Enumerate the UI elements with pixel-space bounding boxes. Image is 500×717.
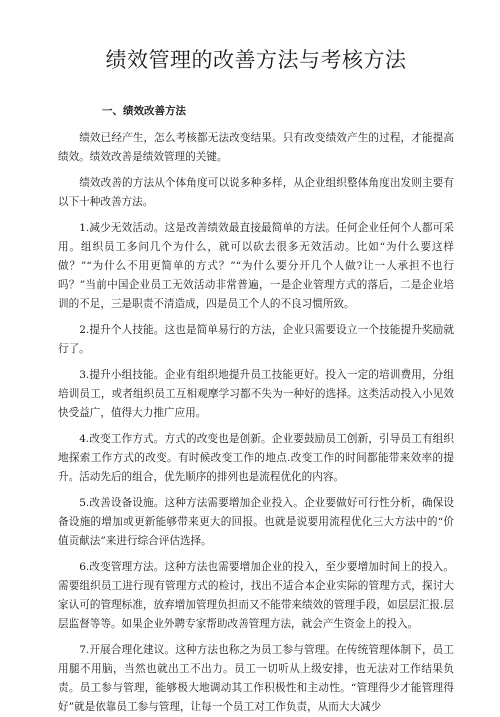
paragraph-method-1: 1.减少无效活动。这是改善绩效最直接最简单的方法。任何企业任何个人都可采用。组织员工多问几个为什么，就可以砍去很多无效活动。比如“为什么要这样做？”“为什么不用更简单的方式？”“为什么要分开几个人做?让一人承担不也行吗？”当前中国企业员工无效活动非常普遍，一是企业管理方式的落后，二是企业培训的不足，三是职责不清造成，四是员工个人的不良习惯所致。	[58, 222, 454, 310]
paragraph-method-4: 4.改变工作方式。方式的改变也是创新。企业要鼓励员工创新，引导员工有组织地探索工作方式的改变。有时候改变工作的地点.改变工作的时间都能带来效率的提升。活动先后的组合，优先顺序的排列也是流程优化的内容。	[58, 433, 454, 483]
paragraph-method-6: 6.改变管理方法。这种方法也需要增加企业的投入，至少要增加时间上的投入。需要组织员工进行现有管理方式的检讨，找出不适合本企业实际的管理方式，探讨大家认可的管理标准，放弃增加管理负担而又不能带来绩效的管理手段，如层层汇报.层层监督等等。如果企业外聘专家帮助改善管理方法，就会产生资金上的投入。	[58, 561, 454, 630]
paragraph-method-7: 7.开展合理化建议。这种方法也称之为员工参与管理。在传统管理体制下，员工用腿不用脑，当然也就出工不出力。员工一切听从上级安排，也无法对工作结果负责。员工参与管理，能够极大地调动其工作积极性和主动性。“管理得少才能管理得好”就是依靠员工参与管理，让每一个员工对工作负责，从而大大减少	[58, 644, 454, 713]
section-heading: 一、绩效改善方法	[102, 105, 186, 117]
paragraph-intro: 绩效已经产生，怎么考核都无法改变结果。只有改变绩效产生的过程，才能提高绩效。绩效改善是绩效管理的关键。	[58, 132, 454, 163]
paragraph-overview: 绩效改善的方法从个体角度可以说多种多样，从企业组织整体角度出发则主要有以下十种改善方法。	[58, 177, 454, 208]
paragraph-method-3: 3.提升小组技能。企业有组织地提升员工技能更好。投入一定的培训费用，分组培训员工，或者组织员工互相观摩学习都不失为一种好的选择。这类活动投入小见效快受益广，值得大力推广应用。	[58, 369, 454, 419]
paragraph-method-2: 2.提升个人技能。这也是简单易行的方法，企业只需要设立一个技能提升奖励就行了。	[58, 324, 454, 355]
paragraph-method-5: 5.改善设备设施。这种方法需要增加企业投入。企业要做好可行性分析，确保设备设施的增加或更新能够带来更大的回报。也就是说要用流程优化三大方法中的“价值贡献法”来进行综合评估选择。	[58, 497, 454, 547]
document-title: 绩效管理的改善方法与考核方法	[105, 48, 407, 72]
